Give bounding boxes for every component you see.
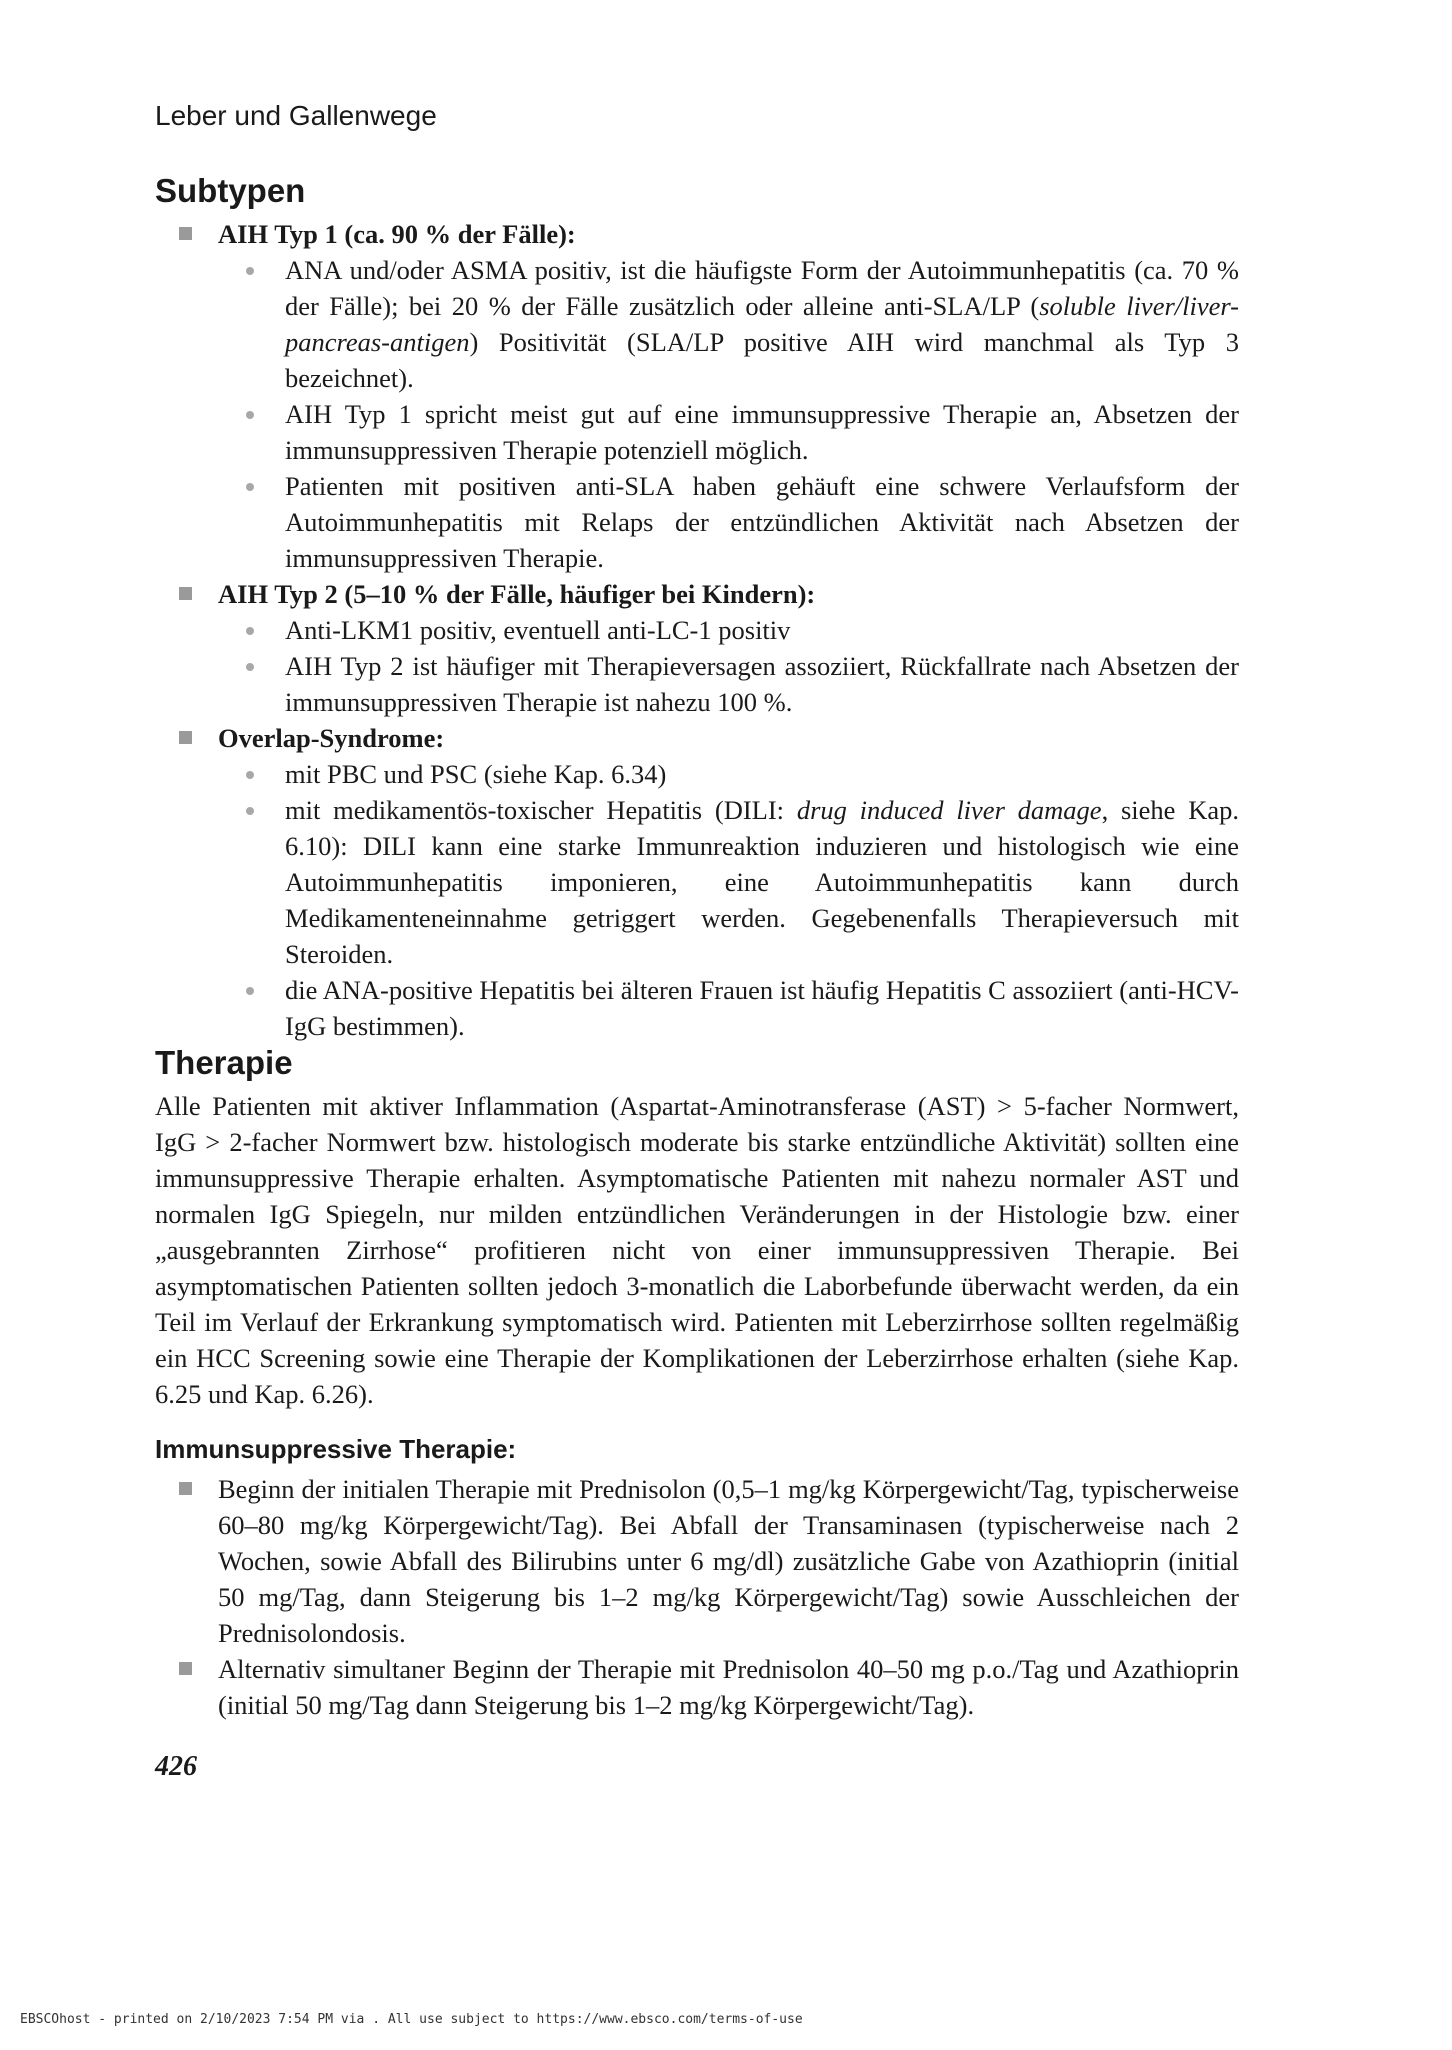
therapy-list	[155, 1471, 1239, 1723]
square-bullet-icon	[179, 1662, 192, 1675]
list-item: AIH Typ 1 spricht meist gut auf eine immunsuppressive Therapie an, Absetzen der immunsuppressiven Therapie potenziell möglich.	[218, 396, 1239, 468]
round-bullet-icon	[246, 627, 254, 635]
subtype-label: AIH Typ 1 (ca. 90 % der Fälle):	[218, 219, 576, 249]
square-bullet-icon	[179, 731, 192, 744]
subtype-item	[155, 216, 1239, 576]
page-number: 426	[155, 1751, 197, 1782]
list-item: mit PBC und PSC (siehe Kap. 6.34)	[218, 756, 1239, 792]
footer-notice: EBSCOhost - printed on 2/10/2023 7:54 PM via . All use subject to https://www.ebsco.com/terms-of-use	[20, 2012, 803, 2027]
round-bullet-icon	[246, 483, 254, 491]
round-bullet-icon	[246, 807, 254, 815]
subtype-list	[155, 216, 1239, 1044]
list-item: AIH Typ 2 ist häufiger mit Therapieversagen assoziiert, Rückfallrate nach Absetzen der immunsuppressiven Therapie ist nahezu 100 %.	[218, 648, 1239, 720]
list-item: Anti-LKM1 positiv, eventuell anti-LC-1 positiv	[218, 612, 1239, 648]
subtype-detail-list	[218, 756, 1239, 1044]
page-content	[155, 100, 1239, 1783]
section-heading-subtypen: Subtypen	[155, 172, 306, 209]
section-therapie	[155, 1044, 1239, 1723]
round-bullet-icon	[246, 267, 254, 275]
list-item: die ANA-positive Hepatitis bei älteren Frauen ist häufig Hepatitis C assoziiert (anti-HCV-IgG bestimmen).	[218, 972, 1239, 1044]
round-bullet-icon	[246, 411, 254, 419]
list-item: Beginn der initialen Therapie mit Prednisolon (0,5–1 mg/kg Körpergewicht/Tag, typischerweise 60–80 mg/kg Körpergewicht/Tag). Bei Abfall der Transaminasen (typischerweise nach 2 Wochen, sowie Abfall des Bilirubins unter 6 mg/dl) zusätzliche Gabe von Azathioprin (initial 50 mg/Tag, dann Steigerung bis 1–2 mg/kg Körpergewicht/Tag) sowie Ausschleichen der Prednisolondosis.	[155, 1471, 1239, 1651]
list-item: Patienten mit positiven anti-SLA haben gehäuft eine schwere Verlaufsform der Autoimmunhepatitis mit Relaps der entzündlichen Aktivität nach Absetzen der immunsuppressiven Therapie.	[218, 468, 1239, 576]
subtype-label: Overlap-Syndrome:	[218, 723, 445, 753]
square-bullet-icon	[179, 587, 192, 600]
running-head: Leber und Gallenwege	[155, 100, 437, 131]
list-item: ANA und/oder ASMA positiv, ist die häufigste Form der Autoimmunhepatitis (ca. 70 % der Fälle); bei 20 % der Fälle zusätzlich oder alleine anti-SLA/LP (soluble liver/liver-pancreas-antigen) Positivität (SLA/LP positive AIH wird manchmal als Typ 3 bezeichnet).	[218, 252, 1239, 396]
subtype-detail-list	[218, 252, 1239, 576]
round-bullet-icon	[246, 987, 254, 995]
subtype-item	[155, 576, 1239, 720]
square-bullet-icon	[179, 1482, 192, 1495]
section-subtypen	[155, 172, 1239, 1044]
list-item: mit medikamentös-toxischer Hepatitis (DILI: drug induced liver damage, siehe Kap. 6.10): DILI kann eine starke Immunreaktion induzieren und histologisch wie eine Autoimmunhepatitis imponieren, eine Autoimmunhepatitis kann durch Medikamenteneinnahme getriggert werden. Gegebenenfalls Therapieversuch mit Steroiden.	[218, 792, 1239, 972]
subtype-label: AIH Typ 2 (5–10 % der Fälle, häufiger bei Kindern):	[218, 579, 816, 609]
section-heading-therapie: Therapie	[155, 1044, 293, 1081]
italic-term: drug induced liver damage	[796, 795, 1102, 825]
round-bullet-icon	[246, 663, 254, 671]
subtype-item	[155, 720, 1239, 1044]
therapie-paragraph: Alle Patienten mit aktiver Inflammation (Aspartat-Aminotransferase (AST) > 5-facher Normwert, IgG > 2-facher Normwert bzw. histologisch moderate bis starke entzündliche Aktivität) sollten eine immunsuppressive Therapie erhalten. Asymptomatische Patienten mit nahezu normaler AST und normalen IgG Spiegeln, nur milden entzündlichen Veränderungen in der Histologie bzw. einer „ausgebrannten Zirrhose“ profitieren nicht von einer immunsuppressiven Therapie. Bei asymptomatischen Patienten sollten jedoch 3-monatlich die Laborbefunde überwacht werden, da ein Teil im Verlauf der Erkrankung symptomatisch wird. Patienten mit Leberzirrhose sollten regelmäßig ein HCC Screening sowie eine Therapie der Komplikationen der Leberzirrhose erhalten (siehe Kap. 6.25 und Kap. 6.26).	[155, 1091, 1239, 1409]
list-item: Alternativ simultaner Beginn der Therapie mit Prednisolon 40–50 mg p.o./Tag und Azathioprin (initial 50 mg/Tag dann Steigerung bis 1–2 mg/kg Körpergewicht/Tag).	[155, 1651, 1239, 1723]
subtype-detail-list	[218, 612, 1239, 720]
subheading-immunsuppressive-therapie: Immunsuppressive Therapie:	[155, 1434, 517, 1464]
round-bullet-icon	[246, 771, 254, 779]
square-bullet-icon	[179, 227, 192, 240]
italic-term: soluble liver/liver-pancreas-antigen	[285, 291, 1239, 357]
